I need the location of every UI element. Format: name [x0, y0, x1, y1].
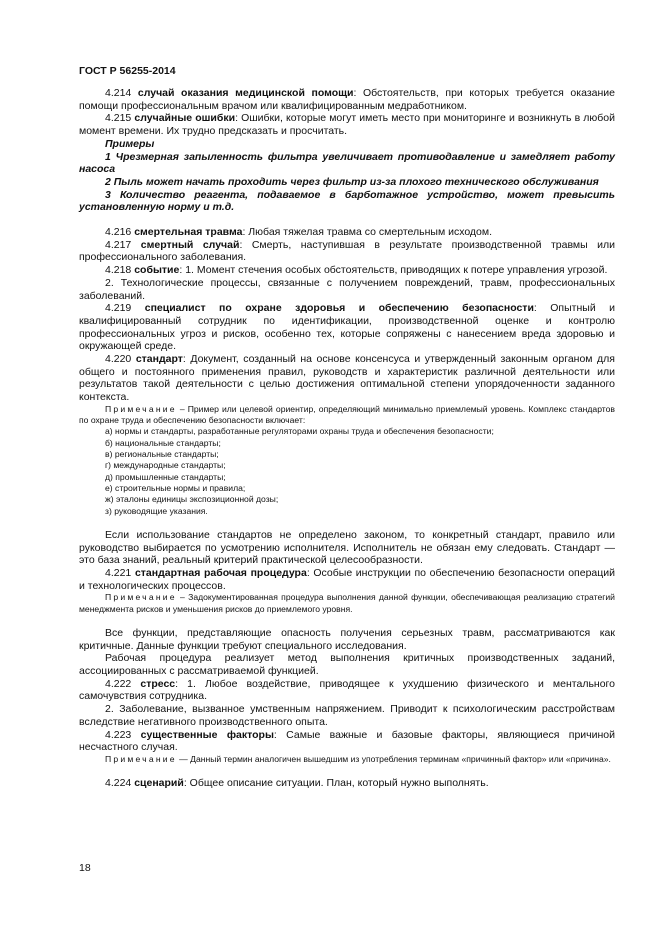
term-number: 4.221 [105, 566, 135, 579]
term-definition: : Самые важные и базовые факторы, являющиеся причиной несчастного случая. [79, 728, 615, 754]
term-4218 [79, 264, 615, 277]
list-item: в) региональные стандарты; [105, 449, 219, 460]
term-definition: : Ошибки, которые могут иметь место при мониторинге и возникнуть в любой момент времени. Их трудно предсказать и просчитать. [79, 112, 616, 138]
term-4222-def2: 2. Заболевание, вызванное умственным напряжением. Приводит к психологическим расстройствам вследствие негативного производственного опыта. [79, 703, 615, 728]
term-number: 4.218 [105, 264, 135, 277]
term-definition: : Смерть, наступившая в результате производственной травмы или профессионального заболевания. [79, 238, 615, 264]
term-number: 4.220 [105, 353, 136, 366]
example-item: 2 Пыль может начать проходить через фильтр из-за плохого технического обслуживания [105, 175, 599, 188]
term-number: 4.223 [105, 728, 141, 741]
term-number: 4.222 [105, 677, 141, 690]
term-name: событие [134, 264, 180, 277]
term-name: специалист по охране здоровья и обеспечению безопасности [144, 302, 534, 315]
list-item: д) промышленные стандарты; [105, 471, 226, 482]
list-item: е) строительные нормы и правила; [105, 482, 246, 493]
term-definition: : Общее описание ситуации. План, который нужно выполнять. [183, 777, 489, 790]
term-number: 4.217 [105, 238, 141, 251]
term-definition: : 1. Любое воздействие, приводящее к ухудшению физического и ментального самочувствия сотрудника. [79, 677, 615, 703]
term-number: 4.224 [105, 777, 135, 790]
example-item: 3 Количество реагента, подаваемое в барботажное устройство, может превысить установленную норму и т.д. [79, 188, 615, 214]
list-item: з) руководящие указания. [105, 505, 208, 516]
term-4223 [79, 729, 615, 754]
spacer [79, 517, 615, 529]
term-name: случайные ошибки [134, 112, 236, 125]
term-name: случай оказания медицинской помощи [137, 87, 354, 99]
spacer [79, 765, 615, 777]
spacer [79, 615, 615, 627]
term-4224 [79, 777, 615, 790]
term-name: сценарий [134, 777, 184, 790]
term-number: 4.215 [105, 112, 135, 125]
term-definition: : Обстоятельств, при которых требуется оказание помощи профессиональным врачом или квалифицированным медработником. [79, 87, 615, 112]
term-definition: : 1. Момент стечения особых обстоятельств, приводящих к потере управления угрозой. [179, 264, 608, 277]
paragraph-4220-after: Если использование стандартов не определено законом, то конкретный стандарт, правило или руководство выбирается по усмотрению исполнителя. Исполнитель не обязан ему следовать. Стандарт — это база знаний, реальный критерий практической целесообразности. [79, 528, 615, 567]
term-4214 [79, 87, 615, 112]
term-definition: : Документ, созданный на основе консенсуса и утвержденный законным органом для общего и постоянного применения правил, руководств и характеристик различной деятельности или результатов такой деятельности с целью достижения оптимальной степени упорядоченности заданного контекста. [79, 353, 615, 404]
document-body [79, 87, 615, 790]
note-text: – Пример или целевой ориентир, определяющий минимально приемлемый уровень. Комплекс стандартов по охране труда и обеспечению безопасности включает: [79, 403, 615, 426]
note-4221 [79, 592, 615, 615]
note-label: Примечание [105, 753, 177, 764]
term-4222 [79, 678, 615, 703]
term-name: смертный случай [140, 238, 240, 251]
term-4215 [79, 112, 615, 137]
list-item: б) национальные стандарты; [105, 437, 221, 448]
list-item: а) нормы и стандарты, разработанные регуляторами охраны труда и обеспечения безопасности; [105, 426, 494, 437]
term-4216 [79, 226, 615, 239]
term-number: 4.216 [105, 226, 135, 239]
list-item: г) международные стандарты; [105, 460, 226, 471]
spacer [79, 214, 615, 226]
term-definition: : Опытный и квалифицированный сотрудник по идентификации, производственной оценке и контролю профессиональных угроз и рисков, особенно тех, которые сопряжены с нанесением вреда здоровью и окружающей среде. [79, 302, 615, 353]
paragraph-4221-after2: Рабочая процедура реализует метод выполнения критичных производственных заданий, ассоциированных с рассматриваемой функцией. [79, 652, 615, 678]
term-4219 [79, 302, 615, 353]
note-text: – Задокументированная процедура выполнения данной функции, обеспечивающая реализацию стратегий менеджмента рисков и уменьшения рисков до приемлемого уровня. [79, 592, 615, 614]
term-4217 [79, 239, 615, 264]
note-label: Примечание [105, 403, 177, 414]
paragraph-4221-after1: Все функции, представляющие опасность получения серьезных травм, рассматриваются как критичные. Данные функции требуют специального исследования. [79, 626, 615, 652]
term-number: 4.219 [105, 302, 145, 315]
example-item: 1 Чрезмерная запыленность фильтра увеличивает противодавление и замедляет работу насоса [79, 150, 615, 176]
term-name: существенные факторы [140, 728, 274, 741]
note-4220 [79, 404, 615, 427]
term-name: смертельная травма [134, 226, 243, 239]
term-definition: : Любая тяжелая травма со смертельным исходом. [242, 226, 493, 239]
note-label: Примечание [105, 592, 177, 603]
term-number: 4.214 [105, 87, 138, 99]
term-name: стресс [140, 677, 176, 690]
examples-heading: Примеры [105, 137, 155, 150]
note-text: — Данный термин аналогичен вышедшим из употребления терминам «причинный фактор» или «причина». [176, 753, 611, 764]
term-definition: : Особые инструкции по обеспечению безопасности операций и технологических процессов. [79, 566, 615, 592]
term-4218-def2: 2. Технологические процессы, связанные с получением повреждений, травм, профессиональных заболеваний. [79, 276, 615, 302]
term-name: стандартная рабочая процедура [134, 566, 307, 579]
page-number: 18 [79, 862, 91, 874]
term-4221 [79, 567, 615, 592]
list-item: ж) эталоны единицы экспозиционной дозы; [105, 494, 279, 505]
document-header: ГОСТ Р 56255-2014 [79, 65, 176, 77]
note-4223 [79, 754, 615, 765]
term-4220 [79, 353, 615, 404]
standards-list [79, 426, 615, 516]
term-name: стандарт [135, 353, 183, 366]
